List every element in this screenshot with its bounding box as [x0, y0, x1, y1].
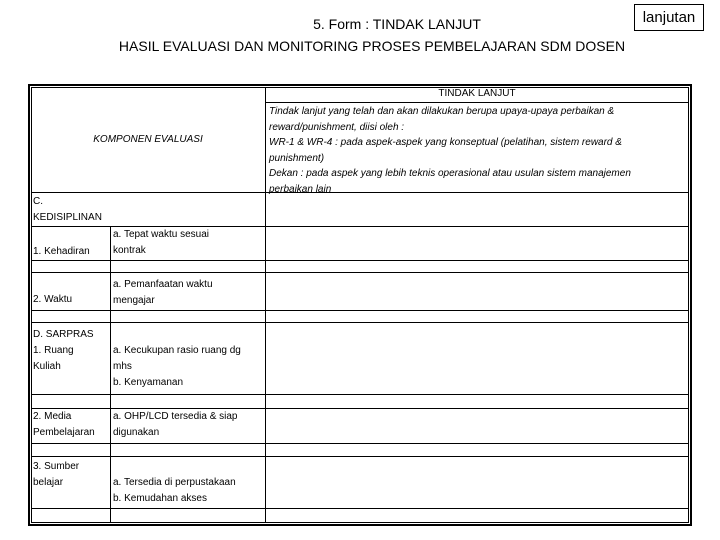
row-line — [31, 322, 689, 323]
item-line: a. Tersedia di perpustakaan — [113, 477, 236, 488]
row-line — [31, 260, 689, 261]
row-line — [31, 456, 689, 457]
row-kehadiran: 1. Kehadiran — [33, 246, 90, 257]
item-line: digunakan — [113, 427, 160, 438]
description-line: reward/punishment, diisi oleh : — [269, 121, 405, 133]
row-line — [31, 394, 689, 395]
item-line: a. OHP/LCD tersedia & siap — [113, 411, 238, 422]
description-line: perbaikan lain — [269, 183, 332, 195]
header-komponen-evaluasi: KOMPONEN EVALUASI — [93, 134, 203, 145]
description-line: punishment) — [269, 152, 325, 164]
section-label: C. — [33, 196, 43, 207]
waktu-item — [113, 277, 213, 309]
row-line — [31, 443, 689, 444]
section-sarpras — [33, 327, 94, 375]
row-media — [33, 409, 95, 441]
ruang-items — [113, 343, 241, 391]
section-label: 1. Ruang — [33, 345, 74, 356]
section-label: KEDISIPLINAN — [33, 212, 102, 223]
media-item — [113, 409, 238, 441]
description-line: Dekan : pada aspek yang lebih teknis operasional atau usulan sistem manajemen — [269, 168, 631, 180]
subcolumn-divider — [110, 226, 111, 522]
section-label: Kuliah — [33, 361, 61, 372]
row-line — [31, 310, 689, 311]
description-line: Tindak lanjut yang telah dan akan dilakukan berupa upaya-upaya perbaikan & — [269, 106, 615, 117]
sumber-items — [113, 475, 236, 507]
row-sumber — [33, 459, 79, 491]
item-line: a. Tepat waktu sesuai — [113, 229, 209, 240]
item-line: mhs — [113, 361, 132, 372]
row-label: 3. Sumber — [33, 461, 80, 472]
header-rule — [265, 102, 689, 103]
tindak-lanjut-description — [269, 104, 631, 198]
row-label: Pembelajaran — [33, 427, 95, 438]
column-divider — [265, 87, 266, 523]
item-line: a. Kecukupan rasio ruang dg — [113, 345, 241, 356]
row-line — [31, 272, 689, 273]
section-label: D. SARPRAS — [33, 329, 94, 340]
form-title — [12, 16, 720, 32]
item-line: b. Kemudahan akses — [113, 493, 207, 504]
item-line: mengajar — [113, 295, 155, 306]
form-subtitle: HASIL EVALUASI DAN MONITORING PROSES PEMBELAJARAN SDM DOSEN — [118, 38, 626, 54]
section-kedisiplinan — [33, 194, 102, 226]
item-line: kontrak — [113, 245, 146, 256]
item-line: b. Kenyamanan — [113, 377, 184, 388]
form-title-text: 5. Form : TINDAK LANJUT — [313, 16, 481, 32]
lanjutan-badge: lanjutan — [634, 4, 704, 31]
row-waktu: 2. Waktu — [33, 294, 73, 305]
header-tindak-lanjut: TINDAK LANJUT — [438, 88, 516, 99]
kehadiran-item — [113, 227, 209, 259]
row-line — [31, 508, 689, 509]
row-label: 2. Media — [33, 411, 72, 422]
row-label: belajar — [33, 477, 64, 488]
item-line: a. Pemanfaatan waktu — [113, 279, 213, 290]
description-line: WR-1 & WR-4 : pada aspek-aspek yang konseptual (pelatihan, sistem reward & — [269, 137, 622, 149]
